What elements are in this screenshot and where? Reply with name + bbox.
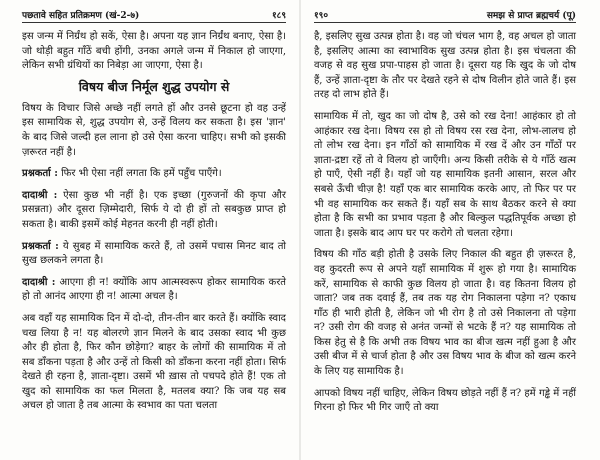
answer-1 (22, 189, 286, 233)
section-heading: विषय बीज निर्मूल शुद्ध उपयोग से (78, 78, 230, 94)
left-page-number: १८९ (271, 11, 286, 21)
answer-2 (22, 276, 286, 305)
answer-2-text: आएगा ही न! क्योंकि आप आत्मस्वरूप होकर सामायिक करते हो तो आनंद आएगा ही न! आत्मा अचल है। (22, 276, 286, 303)
left-paragraph-1: इस जन्म में निर्ग्रंथ हो सकें, ऐसा है। अपना यह ज्ञान निर्ग्रंथ बनाए, ऐसा है। जो थोड़ी बहुत गाँठें बची होंगी, उनका अगले जन्म में निकाल हो जाएगा, लेकिन सभी ग्रंथियों का निबेड़ा आ जाएगा, ऐसा है। (22, 31, 286, 72)
right-paragraph-1: है, इसलिए सुख उत्पन्न होता है। वह जो चंचल भाग है, वह अचल हो जाता है, इसलिए आत्मा का स्वाभाविक सुख उत्पन्न होता है। इस चंचलता की वजह से वह सुख प्रपा-पाहस हो जाता है। दूसरा यह कि खुद के जो दोष हैं, उन्हें ज्ञाता-दृष्टा के तौर पर देखते रहने से दोष विलीन होते जाते हैं। इस तरह दो लाभ होते हैं। (314, 31, 576, 101)
left-paragraph-3: अब वहाँ यह सामायिक दिन में दो-दो, तीन-तीन बार करते हैं। क्योंकि स्वाद चख लिया है न! यह बोलरणे ज्ञान मिलने के बाद उसका स्वाद भी कुछ और ही होता है, फिर कौन छोड़ेगा? बाहर के लोगों की सामायिक में तो सब डाँकना पड़ता है और उन्हें तो किसी को डाँकना करना नहीं होता। सिर्फ देखते ही रहना है, ज्ञाता-दृष्टा। उसमें भी ख़ास तो पचपदे होते हैं! एक तो खुद को सामायिक का फल मिलता है, मतलब क्या? कि जब यह सब अचल हो जाता है तब आत्मा के स्वभाव का पता चलता (22, 312, 286, 412)
right-page-number: १९० (314, 11, 329, 21)
questioner-label: प्रश्नकर्ता : (22, 168, 58, 180)
dadashri-label: दादाश्री : (22, 276, 56, 288)
right-page (300, 0, 600, 460)
right-header-title: समझ से प्राप्त ब्रह्मचर्य (पू) (486, 11, 576, 21)
question-1-text: फिर भी ऐसा नहीं लगता कि हमें पहुँच पाएँगे। (61, 168, 222, 180)
right-page-body (314, 30, 576, 416)
left-page-body (22, 30, 286, 414)
right-paragraph-2: सामायिक में तो, खुद का जो दोष है, उसे को रख देना! आहंकार हो तो आहंकार रख देना। विषय रस हो तो विषय रस रख देना, लोभ-लालच हो तो लोभ रख देना। इन गाँठों को सामायिक में रख दें और उन गाँठों पर ज्ञाता-द्रष्टा रहें तो वे विलय हो जाएँगी। अन्य किसी तरीके से ये गाँठें खत्म हो पाएँ, ऐसी नहीं है। यहाँ जो यह सामायिक इतनी आसान, सरल और सबसे ऊँची चीज़ है! यहाँ एक बार सामायिक करके आए, तो फिर पर पर भी वह सामायिक कर सकते हैं। यहाँ सब के साथ बैठकर करने से क्या होता है कि सभी का प्रभाव पड़ता है और बिल्कुल पद्धतिपूर्वक अच्छा हो जाता है। इसके बाद आप घर पर करोगे तो चलता रहेगा। (314, 110, 576, 239)
right-paragraph-3: विषय की गाँठ बड़ी होती है उसके लिए निकाल की बहुत ही ज़रूरत है, वह कुदरती रूप से अपने यहाँ सामायिक में शुरू हो गया है। सामायिक करें, सामायिक से काफी कुछ विलय हो जाता है। वह कितना विलय हो जाता? जब तक दवाई हैं, तब तक यह रोग निकालना पड़ेगा न? एकाध गाँठ ही भारी होती है, लेकिन जो भी रोग है तो उसे निकालना तो पड़ेगा न? उसी रोग की वजह से अनंत जन्मों से भटके हैं न? यह सामायिक तो किस हेतु से है कि अभी तक विषय भाव का बीज खत्म नहीं हुआ है और उसी बीज में से चार्ज होता है और उस विषय भाव के बीज को खत्म करने के लिए यह सामायिक है। (314, 249, 576, 378)
answer-1-text: ऐसा कुछ भी नहीं है। एक इच्छा (गुरुजनों की कृपा और प्रसन्नता) और दूसरा ज़िम्मेदारी, सिर्फ ये दो ही हों तो सबकुछ प्राप्त हो सकता है। बाकी इसमें कोई मेहनत करनी ही नहीं होती। (22, 189, 286, 230)
left-page-header (22, 8, 286, 22)
right-header-rule (314, 22, 576, 23)
right-paragraph-4: आपको विषय नहीं चाहिए, लेकिन विषय छोड़ते नहीं हैं न? हमें गड्ढे में नहीं गिरना हो फिर भी गिर जाएँ तो क्या (314, 387, 576, 414)
questioner-label: प्रश्नकर्ता : (22, 240, 59, 252)
question-2-text: ये सुबह में सामायिक करते हैं, तो उसमें पचास मिनट बाद तो सुख छलकने लगता है। (22, 240, 286, 267)
dadashri-label: दादाश्री : (22, 189, 58, 201)
left-header-title: पछतावे सहित प्रतिक्रमण (खं-2-७) (22, 11, 140, 21)
left-paragraph-2: विषय के विचार जिसे अच्छे नहीं लगते हों और उनसे छूटना हो वह उन्हें इस सामायिक से, शुद्ध उपयोग से, उन्हें विलय कर सकता है। इस 'ज्ञान' के बाद जिसे जल्दी हल लाना हो उसे ऐसा करना चाहिए। सभी को इसकी ज़रूरत नहीं है। (22, 102, 286, 158)
question-1 (22, 167, 286, 182)
question-2 (22, 240, 286, 269)
left-header-rule (22, 22, 286, 23)
right-page-header (314, 8, 576, 22)
